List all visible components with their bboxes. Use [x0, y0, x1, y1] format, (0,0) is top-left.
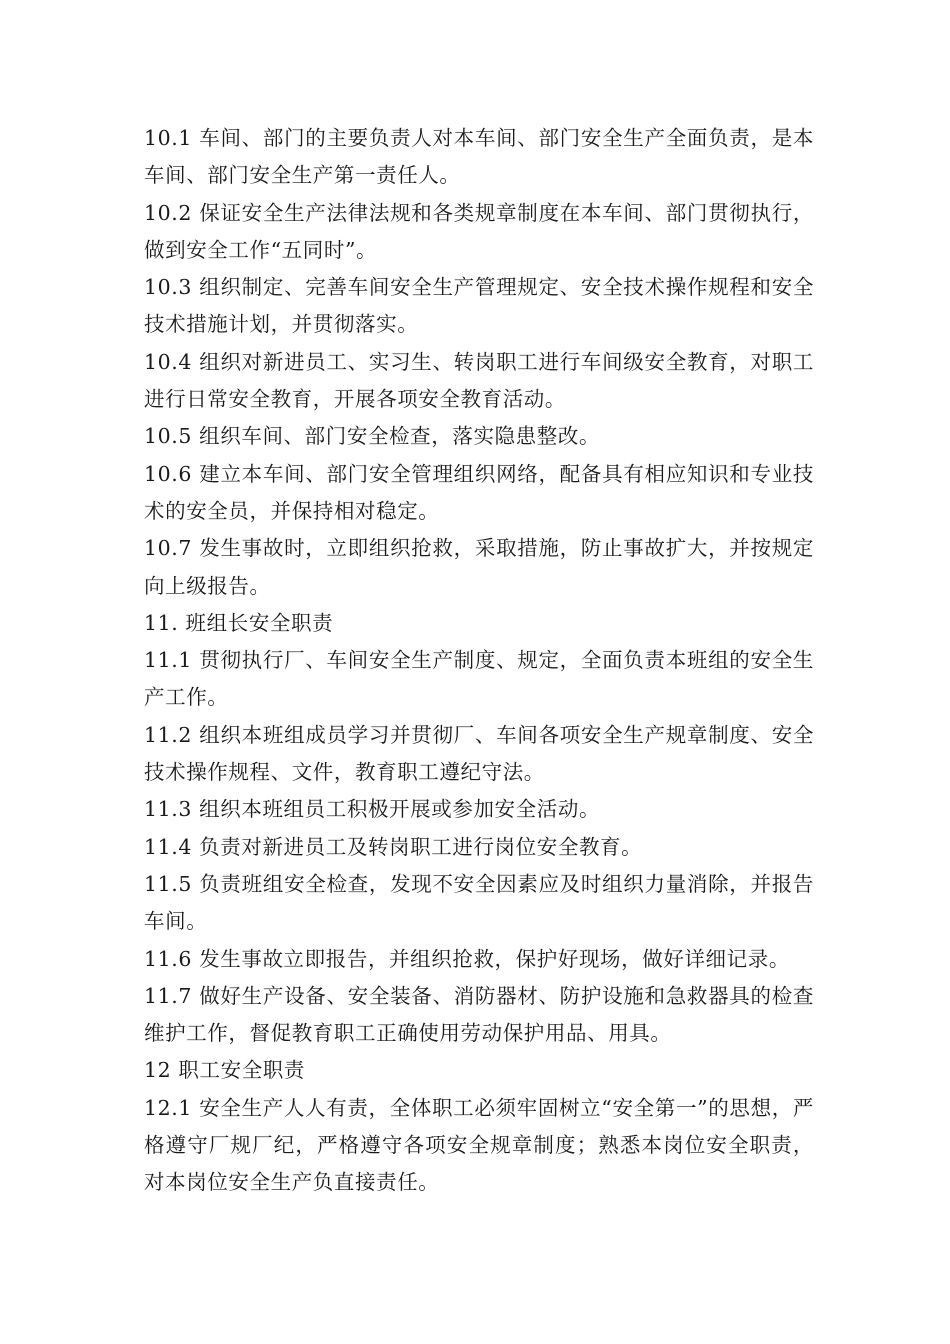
paragraph-10-1: 10.1 车间、部门的主要负责人对本车间、部门安全生产全面负责，是本车间、部门安全生产第一责任人。	[144, 126, 814, 188]
paragraph-10-3: 10.3 组织制定、完善车间安全生产管理规定、安全技术操作规程和安全技术措施计划，并贯彻落实。	[144, 275, 814, 337]
paragraph-12-1: 12.1 安全生产人人有责，全体职工必须牢固树立“安全第一”的思想，严格遵守厂规厂纪，严格遵守各项安全规章制度；熟悉本岗位安全职责，对本岗位安全生产负直接责任。	[144, 1095, 814, 1195]
paragraph-10-4: 10.4 组织对新进员工、实习生、转岗职工进行车间级安全教育，对职工进行日常安全教育，开展各项安全教育活动。	[144, 349, 814, 412]
paragraph-11-6: 11.6 发生事故立即报告，并组织抢救，保护好现场，做好详细记录。	[144, 946, 790, 971]
paragraph-11-3: 11.3 组织本班组员工积极开展或参加安全活动。	[144, 797, 601, 822]
paragraph-11-5: 11.5 负责班组安全检查，发现不安全因素应及时组织力量消除，并报告车间。	[144, 871, 814, 934]
paragraph-11-2: 11.2 组织本班组成员学习并贯彻厂、车间各项安全生产规章制度、安全技术操作规程、文件，教育职工遵纪守法。	[144, 722, 814, 785]
section-heading-11: 11. 班组长安全职责	[144, 610, 334, 635]
document-page	[144, 120, 814, 1202]
paragraph-10-7: 10.7 发生事故时，立即组织抢救，采取措施，防止事故扩大，并按规定向上级报告。	[144, 536, 814, 598]
paragraph-11-4: 11.4 负责对新进员工及转岗职工进行岗位安全教育。	[144, 834, 643, 859]
paragraph-10-5: 10.5 组织车间、部门安全检查，落实隐患整改。	[144, 424, 601, 449]
paragraph-11-7: 11.7 做好生产设备、安全装备、消防器材、防护设施和急救器具的检查维护工作，督促教育职工正确使用劳动保护用品、用具。	[144, 983, 814, 1046]
paragraph-11-1: 11.1 贯彻执行厂、车间安全生产制度、规定，全面负责本班组的安全生产工作。	[144, 648, 814, 710]
paragraph-10-2: 10.2 保证安全生产法律法规和各类规章制度在本车间、部门贯彻执行，做到安全工作“五同时”。	[144, 200, 814, 262]
section-heading-12: 12 职工安全职责	[144, 1058, 306, 1083]
paragraph-10-6: 10.6 建立本车间、部门安全管理组织网络，配备具有相应知识和专业技术的安全员，并保持相对稳定。	[144, 461, 814, 523]
